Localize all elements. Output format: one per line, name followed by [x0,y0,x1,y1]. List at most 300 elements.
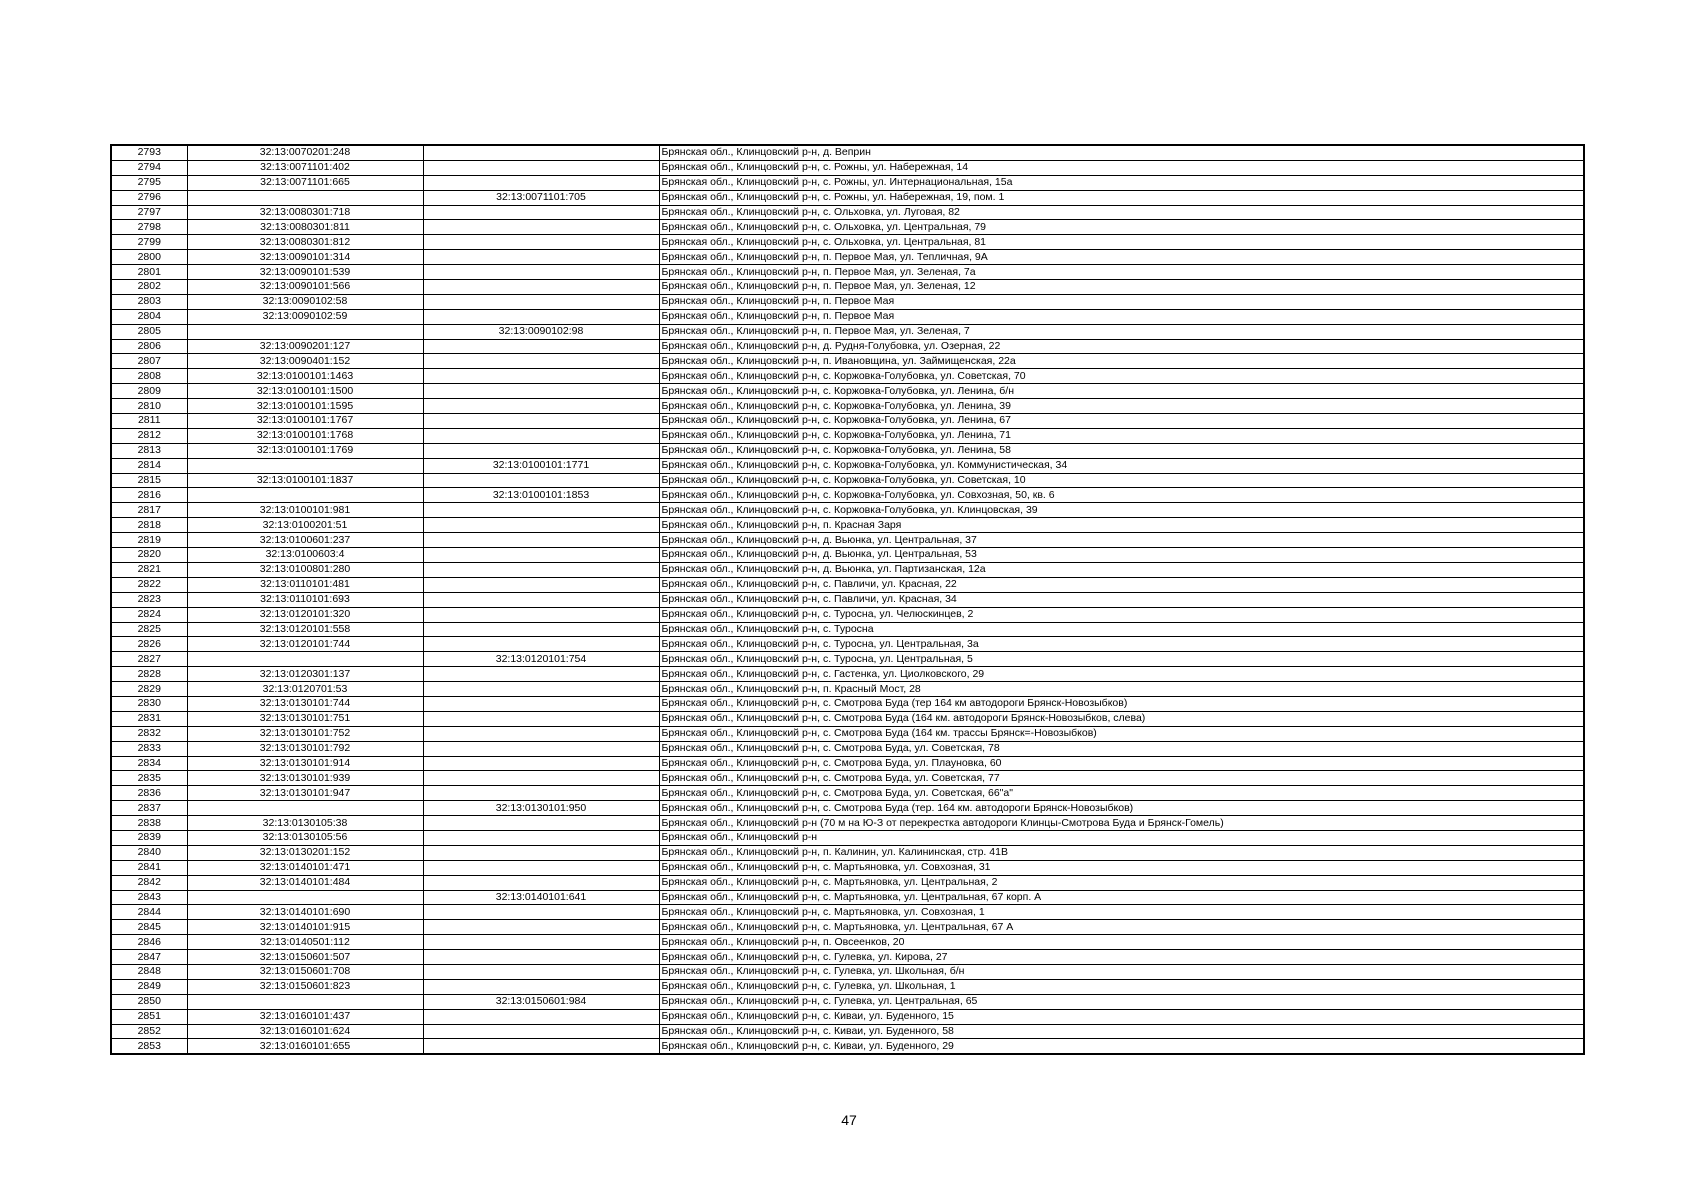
row-number-cell: 2812 [111,428,187,443]
cadastral-number-cell: 32:13:0130101:751 [187,711,423,726]
cadastral-number-cell: 32:13:0080301:812 [187,235,423,250]
address-cell: Брянская обл., Клинцовский р-н, с. Гастенка, ул. Циолковского, 29 [659,667,1584,682]
address-cell: Брянская обл., Клинцовский р-н, с. Смотрова Буда, ул. Советская, 66"а" [659,786,1584,801]
row-number-cell: 2848 [111,964,187,979]
table-row [111,384,1584,399]
cadastral-number-cell: 32:13:0150601:507 [187,950,423,965]
address-cell: Брянская обл., Клинцовский р-н, с. Киваи, ул. Буденного, 29 [659,1039,1584,1054]
building-cadastral-number-cell [423,830,659,845]
table-row [111,756,1584,771]
building-cadastral-number-cell [423,786,659,801]
row-number-cell: 2823 [111,592,187,607]
building-cadastral-number-cell: 32:13:0090102:98 [423,324,659,339]
table-row [111,741,1584,756]
table-row [111,145,1584,160]
building-cadastral-number-cell [423,309,659,324]
building-cadastral-number-cell [423,369,659,384]
cadastral-number-cell: 32:13:0100101:1500 [187,384,423,399]
building-cadastral-number-cell [423,160,659,175]
row-number-cell: 2799 [111,235,187,250]
building-cadastral-number-cell [423,577,659,592]
building-cadastral-number-cell [423,339,659,354]
table-row [111,994,1584,1009]
table-row [111,801,1584,816]
building-cadastral-number-cell [423,443,659,458]
cadastral-number-cell: 32:13:0130105:38 [187,816,423,831]
building-cadastral-number-cell [423,384,659,399]
address-cell: Брянская обл., Клинцовский р-н, п. Первое Мая [659,309,1584,324]
cadastral-number-cell: 32:13:0150601:708 [187,964,423,979]
building-cadastral-number-cell: 32:13:0100101:1853 [423,488,659,503]
cadastral-number-cell: 32:13:0150601:823 [187,979,423,994]
row-number-cell: 2844 [111,905,187,920]
building-cadastral-number-cell [423,950,659,965]
cadastral-number-cell: 32:13:0100101:1595 [187,399,423,414]
table-row [111,1039,1584,1054]
address-cell: Брянская обл., Клинцовский р-н, с. Смотрова Буда, ул. Советская, 78 [659,741,1584,756]
building-cadastral-number-cell [423,1024,659,1039]
cadastral-number-cell: 32:13:0160101:437 [187,1009,423,1024]
table-row [111,964,1584,979]
building-cadastral-number-cell [423,220,659,235]
table-row [111,816,1584,831]
table-row [111,637,1584,652]
cadastral-number-cell: 32:13:0071101:402 [187,160,423,175]
row-number-cell: 2834 [111,756,187,771]
table-row [111,250,1584,265]
cadastral-number-cell: 32:13:0130101:939 [187,771,423,786]
table-row [111,1009,1584,1024]
building-cadastral-number-cell: 32:13:0120101:754 [423,652,659,667]
building-cadastral-number-cell [423,726,659,741]
row-number-cell: 2813 [111,443,187,458]
row-number-cell: 2798 [111,220,187,235]
address-cell: Брянская обл., Клинцовский р-н, с. Смотрова Буда (тер. 164 км. автодороги Брянск-Новозыбков) [659,801,1584,816]
address-cell: Брянская обл., Клинцовский р-н, п. Калинин, ул. Калининская, стр. 41В [659,845,1584,860]
address-cell: Брянская обл., Клинцовский р-н, с. Ольховка, ул. Луговая, 82 [659,205,1584,220]
address-cell: Брянская обл., Клинцовский р-н, с. Коржовка-Голубовка, ул. Ленина, б/н [659,384,1584,399]
address-cell: Брянская обл., Клинцовский р-н, с. Туросна [659,622,1584,637]
table-row [111,399,1584,414]
row-number-cell: 2847 [111,950,187,965]
building-cadastral-number-cell [423,816,659,831]
address-cell: Брянская обл., Клинцовский р-н, с. Коржовка-Голубовка, ул. Советская, 70 [659,369,1584,384]
table-row [111,652,1584,667]
table-row [111,950,1584,965]
row-number-cell: 2829 [111,682,187,697]
cadastral-number-cell: 32:13:0130101:914 [187,756,423,771]
cadastral-number-cell: 32:13:0130101:744 [187,696,423,711]
address-cell: Брянская обл., Клинцовский р-н, с. Смотрова Буда (164 км. трассы Брянск=-Новозыбков) [659,726,1584,741]
table-row [111,354,1584,369]
row-number-cell: 2803 [111,294,187,309]
address-cell: Брянская обл., Клинцовский р-н [659,830,1584,845]
table-row [111,890,1584,905]
row-number-cell: 2811 [111,414,187,429]
building-cadastral-number-cell [423,845,659,860]
row-number-cell: 2851 [111,1009,187,1024]
table-row [111,265,1584,280]
table-row [111,309,1584,324]
address-cell: Брянская обл., Клинцовский р-н, с. Коржовка-Голубовка, ул. Ленина, 67 [659,414,1584,429]
cadastral-number-cell [187,652,423,667]
cadastral-number-cell: 32:13:0090102:58 [187,294,423,309]
table-row [111,503,1584,518]
table-row [111,682,1584,697]
address-cell: Брянская обл., Клинцовский р-н, п. Первое Мая, ул. Тепличная, 9А [659,250,1584,265]
table-row [111,830,1584,845]
row-number-cell: 2816 [111,488,187,503]
address-cell: Брянская обл., Клинцовский р-н, с. Киваи, ул. Буденного, 58 [659,1024,1584,1039]
building-cadastral-number-cell [423,637,659,652]
building-cadastral-number-cell [423,905,659,920]
address-cell: Брянская обл., Клинцовский р-н, п. Первое Мая, ул. Зеленая, 12 [659,280,1584,295]
cadastral-number-cell: 32:13:0070201:248 [187,145,423,160]
cadastral-number-cell: 32:13:0100101:1767 [187,414,423,429]
building-cadastral-number-cell [423,294,659,309]
cadastral-number-cell: 32:13:0120101:558 [187,622,423,637]
table-row [111,696,1584,711]
address-cell: Брянская обл., Клинцовский р-н, с. Рожны, ул. Набережная, 19, пом. 1 [659,190,1584,205]
cadastral-number-cell: 32:13:0100101:1768 [187,428,423,443]
table-row [111,771,1584,786]
table-row [111,294,1584,309]
building-cadastral-number-cell [423,964,659,979]
building-cadastral-number-cell [423,875,659,890]
cadastral-number-cell: 32:13:0100601:237 [187,533,423,548]
cadastral-number-cell: 32:13:0090201:127 [187,339,423,354]
page-number: 47 [841,1112,857,1128]
table-row [111,562,1584,577]
row-number-cell: 2801 [111,265,187,280]
cadastral-number-cell: 32:13:0090101:566 [187,280,423,295]
cadastral-number-cell: 32:13:0140101:471 [187,860,423,875]
cadastral-number-cell: 32:13:0120101:744 [187,637,423,652]
table-row [111,786,1584,801]
table-row [111,607,1584,622]
table-row [111,205,1584,220]
building-cadastral-number-cell [423,667,659,682]
address-cell: Брянская обл., Клинцовский р-н, с. Мартьяновка, ул. Совхозная, 31 [659,860,1584,875]
cadastral-number-cell: 32:13:0090101:539 [187,265,423,280]
address-cell: Брянская обл., Клинцовский р-н, с. Туросна, ул. Челюскинцев, 2 [659,607,1584,622]
address-cell: Брянская обл., Клинцовский р-н, с. Мартьяновка, ул. Центральная, 2 [659,875,1584,890]
row-number-cell: 2836 [111,786,187,801]
building-cadastral-number-cell [423,756,659,771]
address-cell: Брянская обл., Клинцовский р-н, с. Мартьяновка, ул. Центральная, 67 корп. А [659,890,1584,905]
address-cell: Брянская обл., Клинцовский р-н, с. Коржовка-Голубовка, ул. Ленина, 71 [659,428,1584,443]
cadastral-number-cell: 32:13:0100603:4 [187,548,423,563]
building-cadastral-number-cell [423,607,659,622]
row-number-cell: 2843 [111,890,187,905]
building-cadastral-number-cell: 32:13:0150601:984 [423,994,659,1009]
table-row [111,920,1584,935]
cadastral-number-cell [187,458,423,473]
building-cadastral-number-cell [423,1039,659,1054]
row-number-cell: 2817 [111,503,187,518]
address-cell: Брянская обл., Клинцовский р-н, с. Мартьяновка, ул. Совхозная, 1 [659,905,1584,920]
table-row [111,592,1584,607]
address-cell: Брянская обл., Клинцовский р-н, д. Вьюнка, ул. Центральная, 53 [659,548,1584,563]
row-number-cell: 2795 [111,175,187,190]
table-row [111,220,1584,235]
address-cell: Брянская обл., Клинцовский р-н, с. Коржовка-Голубовка, ул. Клинцовская, 39 [659,503,1584,518]
row-number-cell: 2802 [111,280,187,295]
address-cell: Брянская обл., Клинцовский р-н, с. Туросна, ул. Центральная, 5 [659,652,1584,667]
address-cell: Брянская обл., Клинцовский р-н, с. Киваи, ул. Буденного, 15 [659,1009,1584,1024]
building-cadastral-number-cell [423,711,659,726]
building-cadastral-number-cell [423,696,659,711]
table-row [111,458,1584,473]
address-cell: Брянская обл., Клинцовский р-н, с. Коржовка-Голубовка, ул. Коммунистическая, 34 [659,458,1584,473]
address-cell: Брянская обл., Клинцовский р-н, с. Коржовка-Голубовка, ул. Совхозная, 50, кв. 6 [659,488,1584,503]
building-cadastral-number-cell: 32:13:0140101:641 [423,890,659,905]
address-cell: Брянская обл., Клинцовский р-н, с. Смотрова Буда, ул. Советская, 77 [659,771,1584,786]
row-number-cell: 2805 [111,324,187,339]
address-cell: Брянская обл., Клинцовский р-н, с. Коржовка-Голубовка, ул. Советская, 10 [659,473,1584,488]
cadastral-number-cell: 32:13:0140101:915 [187,920,423,935]
building-cadastral-number-cell [423,354,659,369]
table-row [111,875,1584,890]
address-cell: Брянская обл., Клинцовский р-н, с. Павличи, ул. Красная, 22 [659,577,1584,592]
cadastral-number-cell: 32:13:0100101:1769 [187,443,423,458]
cadastral-number-cell: 32:13:0100101:1837 [187,473,423,488]
table-row [111,979,1584,994]
cadastral-number-cell: 32:13:0100101:981 [187,503,423,518]
address-cell: Брянская обл., Клинцовский р-н, с. Мартьяновка, ул. Центральная, 67 А [659,920,1584,935]
registry-table-body [111,145,1584,1054]
address-cell: Брянская обл., Клинцовский р-н, с. Гулевка, ул. Центральная, 65 [659,994,1584,1009]
building-cadastral-number-cell: 32:13:0100101:1771 [423,458,659,473]
table-row [111,488,1584,503]
table-row [111,726,1584,741]
cadastral-number-cell: 32:13:0140101:484 [187,875,423,890]
building-cadastral-number-cell [423,518,659,533]
row-number-cell: 2830 [111,696,187,711]
table-row [111,428,1584,443]
address-cell: Брянская обл., Клинцовский р-н, с. Туросна, ул. Центральная, 3а [659,637,1584,652]
table-row [111,533,1584,548]
address-cell: Брянская обл., Клинцовский р-н, п. Красный Мост, 28 [659,682,1584,697]
row-number-cell: 2838 [111,816,187,831]
building-cadastral-number-cell: 32:13:0130101:950 [423,801,659,816]
row-number-cell: 2833 [111,741,187,756]
table-row [111,548,1584,563]
building-cadastral-number-cell [423,533,659,548]
table-row [111,160,1584,175]
row-number-cell: 2825 [111,622,187,637]
table-row [111,473,1584,488]
building-cadastral-number-cell [423,562,659,577]
row-number-cell: 2827 [111,652,187,667]
building-cadastral-number-cell [423,935,659,950]
building-cadastral-number-cell [423,1009,659,1024]
address-cell: Брянская обл., Клинцовский р-н, с. Коржовка-Голубовка, ул. Ленина, 58 [659,443,1584,458]
table-row [111,935,1584,950]
address-cell: Брянская обл., Клинцовский р-н, с. Ольховка, ул. Центральная, 81 [659,235,1584,250]
row-number-cell: 2818 [111,518,187,533]
building-cadastral-number-cell [423,250,659,265]
address-cell: Брянская обл., Клинцовский р-н, п. Первое Мая, ул. Зеленая, 7а [659,265,1584,280]
row-number-cell: 2793 [111,145,187,160]
building-cadastral-number-cell [423,235,659,250]
row-number-cell: 2828 [111,667,187,682]
building-cadastral-number-cell [423,622,659,637]
address-cell: Брянская обл., Клинцовский р-н, д. Рудня-Голубовка, ул. Озерная, 22 [659,339,1584,354]
building-cadastral-number-cell [423,682,659,697]
address-cell: Брянская обл., Клинцовский р-н, п. Первое Мая [659,294,1584,309]
registry-table [110,144,1585,1055]
cadastral-number-cell [187,994,423,1009]
address-cell: Брянская обл., Клинцовский р-н, с. Смотрова Буда (тер 164 км автодороги Брянск-Новозыбков) [659,696,1584,711]
cadastral-number-cell: 32:13:0090102:59 [187,309,423,324]
table-row [111,711,1584,726]
row-number-cell: 2850 [111,994,187,1009]
building-cadastral-number-cell [423,548,659,563]
cadastral-number-cell: 32:13:0120701:53 [187,682,423,697]
cadastral-number-cell: 32:13:0100101:1463 [187,369,423,384]
cadastral-number-cell: 32:13:0110101:481 [187,577,423,592]
cadastral-number-cell [187,190,423,205]
cadastral-number-cell: 32:13:0130105:56 [187,830,423,845]
cadastral-number-cell [187,890,423,905]
building-cadastral-number-cell [423,741,659,756]
row-number-cell: 2800 [111,250,187,265]
cadastral-number-cell: 32:13:0140101:690 [187,905,423,920]
row-number-cell: 2837 [111,801,187,816]
table-row [111,860,1584,875]
address-cell: Брянская обл., Клинцовский р-н, п. Ивановщина, ул. Займищенская, 22а [659,354,1584,369]
row-number-cell: 2852 [111,1024,187,1039]
cadastral-number-cell [187,801,423,816]
row-number-cell: 2814 [111,458,187,473]
building-cadastral-number-cell [423,265,659,280]
row-number-cell: 2845 [111,920,187,935]
row-number-cell: 2796 [111,190,187,205]
address-cell: Брянская обл., Клинцовский р-н, с. Рожны, ул. Набережная, 14 [659,160,1584,175]
building-cadastral-number-cell [423,979,659,994]
cadastral-number-cell: 32:13:0140501:112 [187,935,423,950]
cadastral-number-cell: 32:13:0071101:665 [187,175,423,190]
cadastral-number-cell: 32:13:0100201:51 [187,518,423,533]
cadastral-number-cell: 32:13:0130201:152 [187,845,423,860]
cadastral-number-cell [187,324,423,339]
row-number-cell: 2824 [111,607,187,622]
address-cell: Брянская обл., Клинцовский р-н, д. Вьюнка, ул. Партизанская, 12а [659,562,1584,577]
table-row [111,518,1584,533]
address-cell: Брянская обл., Клинцовский р-н, с. Ольховка, ул. Центральная, 79 [659,220,1584,235]
address-cell: Брянская обл., Клинцовский р-н, п. Овсеенков, 20 [659,935,1584,950]
row-number-cell: 2815 [111,473,187,488]
building-cadastral-number-cell [423,205,659,220]
row-number-cell: 2806 [111,339,187,354]
row-number-cell: 2841 [111,860,187,875]
building-cadastral-number-cell [423,503,659,518]
row-number-cell: 2794 [111,160,187,175]
table-row [111,175,1584,190]
table-row [111,235,1584,250]
building-cadastral-number-cell [423,860,659,875]
row-number-cell: 2822 [111,577,187,592]
building-cadastral-number-cell [423,414,659,429]
address-cell: Брянская обл., Клинцовский р-н, д. Вьюнка, ул. Центральная, 37 [659,533,1584,548]
table-row [111,339,1584,354]
row-number-cell: 2804 [111,309,187,324]
building-cadastral-number-cell [423,771,659,786]
cadastral-number-cell: 32:13:0080301:718 [187,205,423,220]
row-number-cell: 2832 [111,726,187,741]
building-cadastral-number-cell [423,920,659,935]
cadastral-number-cell: 32:13:0100801:280 [187,562,423,577]
table-row [111,190,1584,205]
building-cadastral-number-cell [423,280,659,295]
building-cadastral-number-cell [423,428,659,443]
table-row [111,324,1584,339]
table-row [111,667,1584,682]
row-number-cell: 2842 [111,875,187,890]
cadastral-number-cell: 32:13:0160101:624 [187,1024,423,1039]
address-cell: Брянская обл., Клинцовский р-н, с. Коржовка-Голубовка, ул. Ленина, 39 [659,399,1584,414]
address-cell: Брянская обл., Клинцовский р-н, с. Рожны, ул. Интернациональная, 15а [659,175,1584,190]
address-cell: Брянская обл., Клинцовский р-н, с. Смотрова Буда, ул. Плауновка, 60 [659,756,1584,771]
address-cell: Брянская обл., Клинцовский р-н, с. Павличи, ул. Красная, 34 [659,592,1584,607]
table-row [111,577,1584,592]
table-row [111,845,1584,860]
row-number-cell: 2849 [111,979,187,994]
building-cadastral-number-cell [423,473,659,488]
address-cell: Брянская обл., Клинцовский р-н, п. Первое Мая, ул. Зеленая, 7 [659,324,1584,339]
row-number-cell: 2819 [111,533,187,548]
cadastral-number-cell: 32:13:0090101:314 [187,250,423,265]
address-cell: Брянская обл., Клинцовский р-н, д. Веприн [659,145,1584,160]
cadastral-number-cell: 32:13:0120101:320 [187,607,423,622]
cadastral-number-cell [187,488,423,503]
cadastral-number-cell: 32:13:0130101:792 [187,741,423,756]
address-cell: Брянская обл., Клинцовский р-н, с. Гулевка, ул. Школьная, 1 [659,979,1584,994]
building-cadastral-number-cell [423,592,659,607]
row-number-cell: 2820 [111,548,187,563]
table-row [111,414,1584,429]
table-row [111,443,1584,458]
row-number-cell: 2835 [111,771,187,786]
address-cell: Брянская обл., Клинцовский р-н, с. Смотрова Буда (164 км. автодороги Брянск-Новозыбков, слева) [659,711,1584,726]
table-row [111,280,1584,295]
cadastral-number-cell: 32:13:0130101:947 [187,786,423,801]
cadastral-number-cell: 32:13:0090401:152 [187,354,423,369]
address-cell: Брянская обл., Клинцовский р-н (70 м на Ю-З от перекрестка автодороги Клинцы-Смотрова Буда и Брянск-Гомель) [659,816,1584,831]
cadastral-number-cell: 32:13:0160101:655 [187,1039,423,1054]
row-number-cell: 2808 [111,369,187,384]
cadastral-number-cell: 32:13:0110101:693 [187,592,423,607]
row-number-cell: 2846 [111,935,187,950]
row-number-cell: 2797 [111,205,187,220]
row-number-cell: 2810 [111,399,187,414]
row-number-cell: 2826 [111,637,187,652]
cadastral-number-cell: 32:13:0130101:752 [187,726,423,741]
row-number-cell: 2853 [111,1039,187,1054]
table-row [111,369,1584,384]
cadastral-number-cell: 32:13:0120301:137 [187,667,423,682]
building-cadastral-number-cell: 32:13:0071101:705 [423,190,659,205]
building-cadastral-number-cell [423,399,659,414]
row-number-cell: 2839 [111,830,187,845]
table-row [111,905,1584,920]
row-number-cell: 2821 [111,562,187,577]
row-number-cell: 2807 [111,354,187,369]
table-row [111,622,1584,637]
table-row [111,1024,1584,1039]
building-cadastral-number-cell [423,145,659,160]
